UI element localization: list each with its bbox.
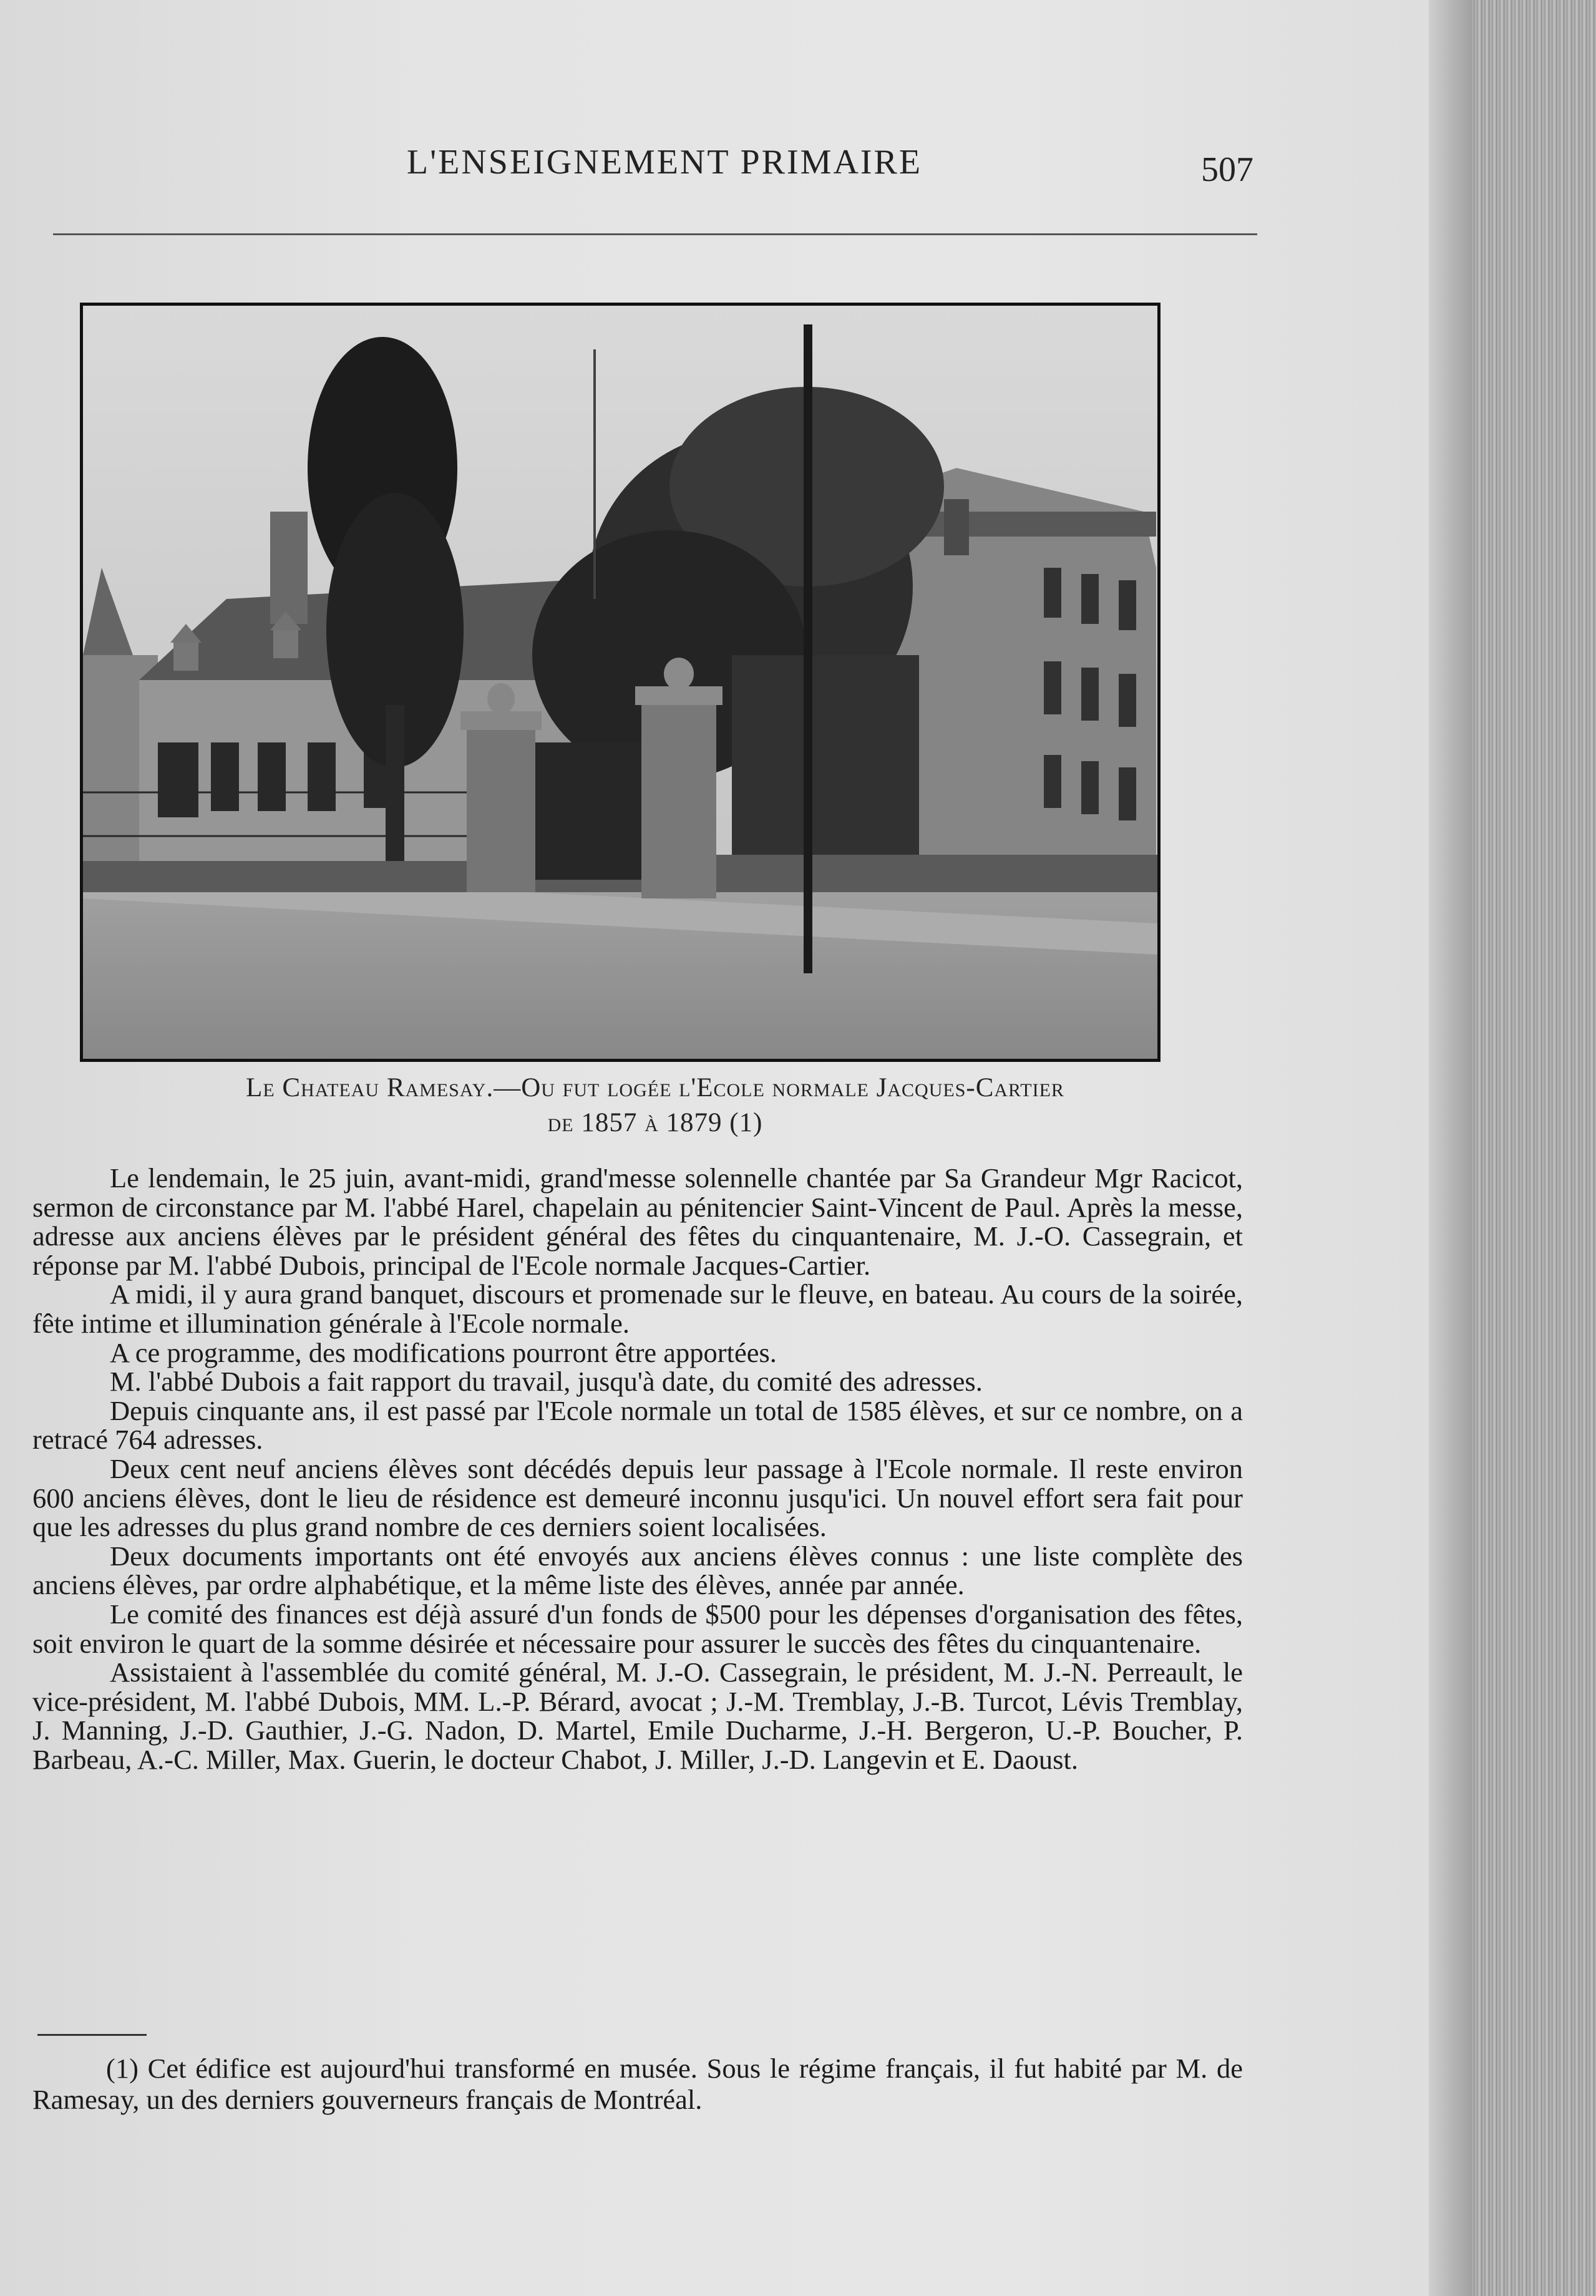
paragraph: Le lendemain, le 25 juin, avant-midi, grand'messe solennelle chantée par Sa Grandeur Mgr Racicot, sermon de circonstance par M. l'abbé Harel, chapelain au pénitencier Saint-Vincent de Paul. Après la messe, adresse aux anciens élèves par le président général des fêtes du cinquantenaire, M. J.-O. Cassegrain, et réponse par M. l'abbé Dubois, principal de l'Ecole normale Jacques-Cartier. [32,1162,1243,1281]
footnote-text: (1) Cet édifice est aujourd'hui transformé en musée. Sous le régime français, il fut habité par M. de Ramesay, un des derniers gouverneurs français de Montréal. [32,2053,1243,2115]
paragraph: Depuis cinquante ans, il est passé par l'Ecole normale un total de 1585 élèves, et sur ce nombre, on a retracé 764 adresses. [32,1394,1243,1456]
body-text [32,1164,1243,1774]
caption-line-1: Le Chateau Ramesay.—Ou fut logée l'Ecole normale Jacques-Cartier [246,1073,1064,1102]
running-title: L'ENSEIGNEMENT PRIMAIRE [406,143,923,182]
paragraph: A midi, il y aura grand banquet, discours et promenade sur le fleuve, en bateau. Au cours de la soirée, fête intime et illumination générale à l'Ecole normale. [32,1278,1243,1339]
header-rule [53,233,1257,235]
paragraph: Assistaient à l'assemblée du comité général, M. J.-O. Cassegrain, le président, M. J.-N. Perreault, le vice-président, M. l'abbé Dubois, MM. L.-P. Bérard, avocat ; J.-M. Tremblay, J.-B. Turcot, Lévis Tremblay, J. Manning, J.-D. Gauthier, J.-G. Nadon, D. Martel, Emile Ducharme, J.-H. Bergeron, U.-P. Boucher, P. Barbeau, A.-C. Miller, Max. Guerin, le docteur Chabot, J. Miller, J.-D. Langevin et E. Daoust. [32,1656,1243,1775]
paragraph: A ce programme, des modifications pourront être apportées. [110,1336,777,1368]
figure-caption [62,1071,1248,1141]
paragraph: M. l'abbé Dubois a fait rapport du travail, jusqu'à date, du comité des adresses. [110,1366,983,1398]
footnote-rule [37,2034,147,2036]
paragraph: Deux documents importants ont été envoyés aux anciens élèves connus : une liste complète des anciens élèves, par ordre alphabétique, et la même liste des élèves, année par année. [32,1540,1243,1601]
book-edge [1429,0,1596,2296]
book-gutter [1429,0,1472,2296]
caption-line-2: de 1857 à 1879 (1) [547,1108,763,1137]
chateau-ramesay-photo [80,303,1161,1062]
paragraph: Le comité des finances est déjà assuré d'un fonds de $500 pour les dépenses d'organisation des fêtes, soit environ le quart de la somme désirée et nécessaire pour assurer le succès des fêtes du cinquantenaire. [32,1598,1243,1659]
page-number: 507 [1201,150,1253,189]
footnote [32,2053,1243,2115]
paragraph: Deux cent neuf anciens élèves sont décédés depuis leur passage à l'Ecole normale. Il reste environ 600 anciens élèves, dont le lieu de résidence est demeuré inconnu jusqu'ici. Un nouvel effort sera fait pour que les adresses du plus grand nombre de ces derniers soient localisées. [32,1452,1243,1543]
